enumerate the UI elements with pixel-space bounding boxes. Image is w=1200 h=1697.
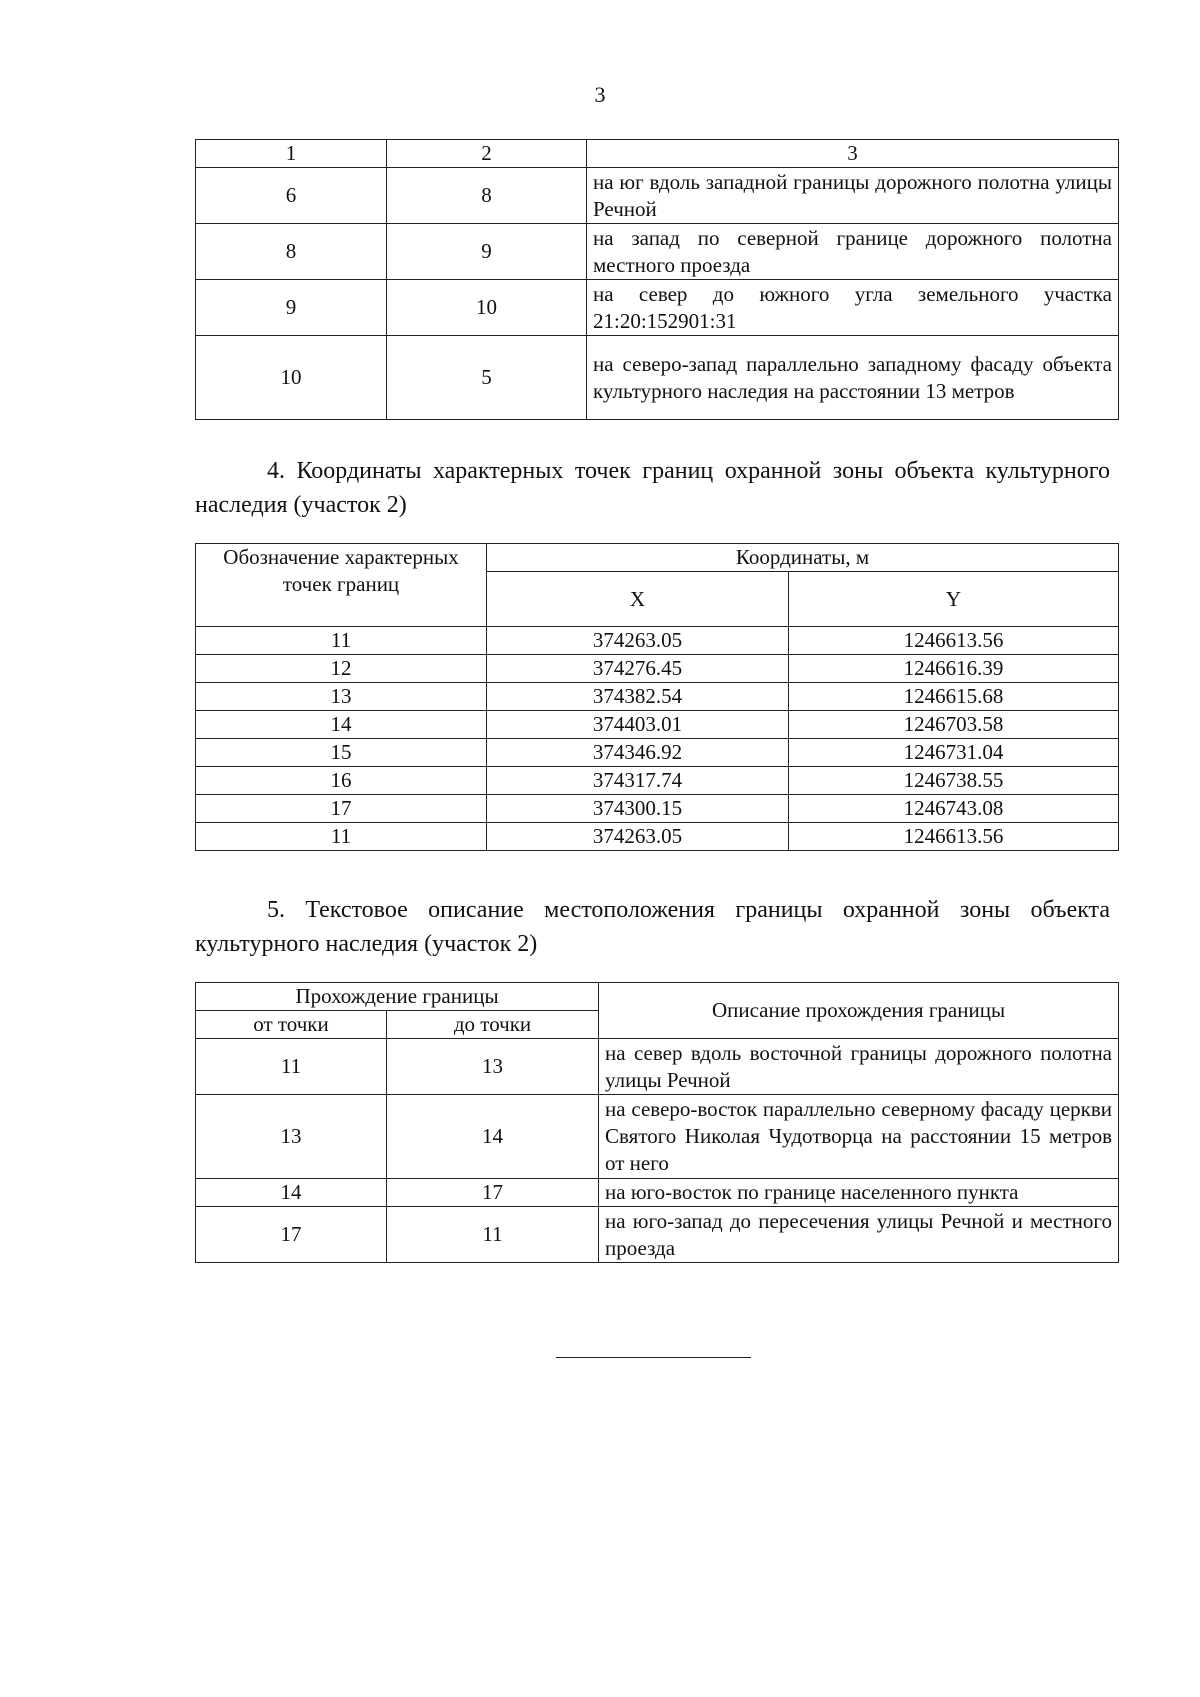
point-cell: 16 <box>196 767 487 795</box>
point-designation-header: Обозначение характерных точек границ <box>196 544 487 627</box>
from-point-cell: 11 <box>196 1039 387 1095</box>
to-point-cell: 14 <box>387 1095 599 1179</box>
table-row <box>196 1039 1119 1095</box>
from-point-header: от точки <box>196 1011 387 1039</box>
passage-header: Прохождение границы <box>196 983 599 1011</box>
point-cell: 17 <box>196 795 487 823</box>
y-cell: 1246616.39 <box>789 655 1119 683</box>
table-row <box>196 224 1119 280</box>
y-cell: 1246743.08 <box>789 795 1119 823</box>
y-cell: 1246703.58 <box>789 711 1119 739</box>
to-point-cell: 10 <box>387 280 587 336</box>
coordinates-table <box>195 543 1119 851</box>
x-cell: 374317.74 <box>487 767 789 795</box>
x-cell: 374263.05 <box>487 627 789 655</box>
description-cell: на север вдоль восточной границы дорожного полотна улицы Речной <box>599 1039 1119 1095</box>
table-row <box>196 168 1119 224</box>
point-cell: 11 <box>196 823 487 851</box>
y-cell: 1246613.56 <box>789 823 1119 851</box>
from-point-cell: 14 <box>196 1179 387 1207</box>
x-cell: 374403.01 <box>487 711 789 739</box>
table-row <box>196 1207 1119 1263</box>
table-header-row <box>196 140 1119 168</box>
description-cell: на юго-запад до пересечения улицы Речной и местного проезда <box>599 1207 1119 1263</box>
point-cell: 15 <box>196 739 487 767</box>
table-row <box>196 1179 1119 1207</box>
from-point-cell: 8 <box>196 224 387 280</box>
from-point-cell: 17 <box>196 1207 387 1263</box>
y-cell: 1246738.55 <box>789 767 1119 795</box>
point-cell: 12 <box>196 655 487 683</box>
column-number-2: 2 <box>387 140 587 168</box>
description-cell: на запад по северной границе дорожного полотна местного проезда <box>587 224 1119 280</box>
section-5-heading: 5. Текстовое описание местоположения границы охранной зоны объекта культурного наследия (участок 2) <box>195 897 1110 957</box>
x-cell: 374346.92 <box>487 739 789 767</box>
description-cell: на юго-восток по границе населенного пункта <box>599 1179 1119 1207</box>
from-point-cell: 9 <box>196 280 387 336</box>
description-cell: на юг вдоль западной границы дорожного полотна улицы Речной <box>587 168 1119 224</box>
to-point-cell: 9 <box>387 224 587 280</box>
table-row <box>196 767 1119 795</box>
point-cell: 11 <box>196 627 487 655</box>
table-row <box>196 795 1119 823</box>
table-row <box>196 336 1119 420</box>
to-point-cell: 8 <box>387 168 587 224</box>
from-point-cell: 13 <box>196 1095 387 1179</box>
table-row <box>196 739 1119 767</box>
page-number: 3 <box>594 82 606 107</box>
to-point-cell: 17 <box>387 1179 599 1207</box>
x-cell: 374382.54 <box>487 683 789 711</box>
y-header: Y <box>789 572 1119 627</box>
y-cell: 1246615.68 <box>789 683 1119 711</box>
description-cell: на северо-восток параллельно северному фасаду церкви Святого Николая Чудотворца на расстоянии 15 метров от него <box>599 1095 1119 1179</box>
point-cell: 13 <box>196 683 487 711</box>
description-cell: на север до южного угла земельного участка 21:20:152901:31 <box>587 280 1119 336</box>
to-point-cell: 5 <box>387 336 587 420</box>
section-4-heading: 4. Координаты характерных точек границ охранной зоны объекта культурного наследия (участок 2) <box>195 458 1110 518</box>
x-cell: 374300.15 <box>487 795 789 823</box>
x-cell: 374263.05 <box>487 823 789 851</box>
table-row <box>196 627 1119 655</box>
boundary-description-table <box>195 982 1119 1263</box>
boundary-continuation-table <box>195 139 1119 420</box>
to-point-cell: 11 <box>387 1207 599 1263</box>
point-cell: 14 <box>196 711 487 739</box>
table-row <box>196 1095 1119 1179</box>
table-row <box>196 711 1119 739</box>
table-row <box>196 683 1119 711</box>
table-row <box>196 823 1119 851</box>
column-number-3: 3 <box>587 140 1119 168</box>
table-row <box>196 655 1119 683</box>
y-cell: 1246731.04 <box>789 739 1119 767</box>
coordinates-header: Координаты, м <box>487 544 1119 572</box>
table-row <box>196 280 1119 336</box>
end-of-document-rule <box>556 1357 751 1358</box>
to-point-header: до точки <box>387 1011 599 1039</box>
table-header-row <box>196 544 1119 572</box>
from-point-cell: 10 <box>196 336 387 420</box>
x-cell: 374276.45 <box>487 655 789 683</box>
from-point-cell: 6 <box>196 168 387 224</box>
description-cell: на северо-запад параллельно западному фасаду объекта культурного наследия на расстоянии 13 метров <box>587 336 1119 420</box>
to-point-cell: 13 <box>387 1039 599 1095</box>
description-header: Описание прохождения границы <box>599 983 1119 1039</box>
column-number-1: 1 <box>196 140 387 168</box>
x-header: X <box>487 572 789 627</box>
y-cell: 1246613.56 <box>789 627 1119 655</box>
table-header-row <box>196 983 1119 1011</box>
